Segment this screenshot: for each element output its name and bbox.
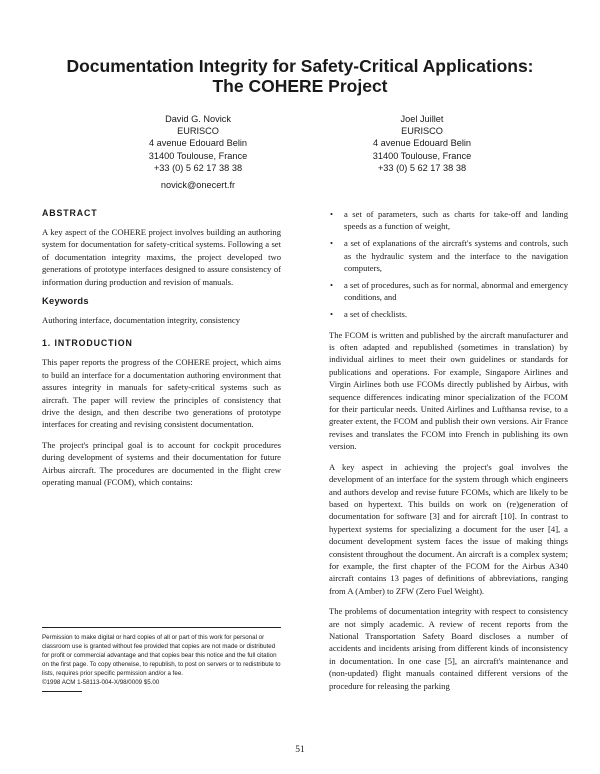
author-city: 31400 Toulouse, France	[372, 150, 472, 161]
body-paragraph-key-aspect: A key aspect in achieving the project's goal involves the development of an interface for the system through which engineers and authors develop and revise future FCOMs, which are likely to be based on hypertext. This builds on work on (re)generation of documentation for software [3] and for aircraft [10]. In contrast to hypertext systems for specializing a document for the user [4], a document development system faces the issue of making things consistent throughout the document. An aircraft is a complex system; for example, the first chapter of the FCOM for the Airbus A340 aircraft contains 13 pages of definitions of abbreviations, ranging from A (Amber) to ZFW (Zero Fuel Weight).	[329, 461, 568, 596]
author-block-2	[322, 113, 522, 174]
introduction-paragraph-1: This paper reports the progress of the COHERE project, which aims to build an interface for a documentation authoring environment that assures integrity in manuals for safety-critical systems such as aircraft. The paper will review the principles of consistency that drive the design, and then describe two generations of prototype interfaces for creating and revising consistent documentation.	[42, 357, 281, 430]
copyright-notice	[42, 627, 281, 692]
paper-title-line-2: The COHERE Project	[212, 76, 388, 96]
keywords-heading: Keywords	[42, 296, 89, 307]
list-item: • a set of procedures, such as for normal, abnormal and emergency conditions, and	[330, 280, 568, 303]
copyright-citation: ©1998 ACM 1-58113-004-X/98/0009 $5.00	[42, 678, 160, 686]
author-phone: +33 (0) 5 62 17 38 38	[153, 162, 243, 173]
list-item: • a set of parameters, such as charts for take-off and landing speeds as a function of weight,	[330, 209, 568, 232]
abstract-text: A key aspect of the COHERE project involves building an authoring system for documentation for safety-critical systems. Following a set of documentation integrity maxims, the project developed two generations of prototype interfaces designed to assure consistency of information during production and revision of manuals.	[42, 227, 281, 287]
abstract-heading: ABSTRACT	[42, 208, 98, 218]
author-org: EURISCO	[177, 126, 219, 137]
fcom-contents-list	[329, 208, 568, 321]
author-email: novick@onecert.fr	[160, 180, 236, 191]
right-column	[329, 208, 568, 700]
author-street: 4 avenue Edouard Belin	[148, 138, 248, 149]
author-name: David G. Novick	[165, 114, 231, 124]
body-paragraph-fcom: The FCOM is written and published by the aircraft manufacturer and is often adapted and republished (sometimes in translation) by individual airlines to meet their own guidelines or standards for publications and operations. For example, Singapore Airlines and Virgin Airlines both use FCOMs directly published by Airbus, with sequence differences indicating minor specialization of the FCOM for their particular needs. United Airlines and Lufthansa revise, to a greater extent, the FCOM and publish their own versions. Air France revises and translates the FCOM into French in publishing its own version.	[329, 329, 568, 452]
notice-rule	[42, 690, 82, 692]
list-item: • a set of checklists.	[330, 309, 408, 320]
body-paragraph-problems: The problems of documentation integrity with respect to consistency are not simply academic. A review of recent reports from the National Transportation Safety Board discloses a number of accidents and incidents arising from different kinds of inconsistency in documentation. In one case [5], an aircraft's maintenance and (non-updated) flight manuals contained different versions of the procedure for releasing the parking	[329, 606, 568, 691]
keywords-text: Authoring interface, documentation integrity, consistency	[42, 315, 240, 326]
introduction-heading: 1. INTRODUCTION	[42, 338, 133, 349]
list-item: • a set of explanations of the aircraft's systems and controls, such as the hydraulic system and the interface to the navigation computers,	[330, 238, 568, 273]
author-phone: +33 (0) 5 62 17 38 38	[377, 162, 467, 173]
author-org: EURISCO	[401, 126, 443, 137]
author-city: 31400 Toulouse, France	[148, 150, 248, 161]
page-number: 51	[295, 745, 305, 755]
left-column	[42, 208, 281, 497]
author-name: Joel Juillet	[400, 114, 444, 124]
bullet-icon: •	[330, 309, 334, 320]
bullet-icon: •	[330, 280, 334, 291]
bullet-icon: •	[330, 238, 334, 249]
author-block-1	[98, 113, 298, 191]
bullet-icon: •	[330, 209, 334, 219]
copyright-text: Permission to make digital or hard copies of all or part of this work for personal or classroom use is granted without fee provided that copies are not made or distributed for profit or commercial advantage and that copies bear this notice and the full citation on the first page. To copy otherwise, to republish, to post on servers or to redistribute to lists, requires prior specific permission and/or a fee.	[42, 634, 281, 677]
paper-title-line-1: Documentation Integrity for Safety-Critical Applications:	[66, 56, 534, 76]
author-street: 4 avenue Edouard Belin	[372, 138, 472, 149]
introduction-paragraph-2: The project's principal goal is to account for cockpit procedures during development of systems and their documentation for future Airbus aircraft. The procedures are documented in the flight crew operating manual (FCOM), which contains:	[42, 439, 281, 488]
